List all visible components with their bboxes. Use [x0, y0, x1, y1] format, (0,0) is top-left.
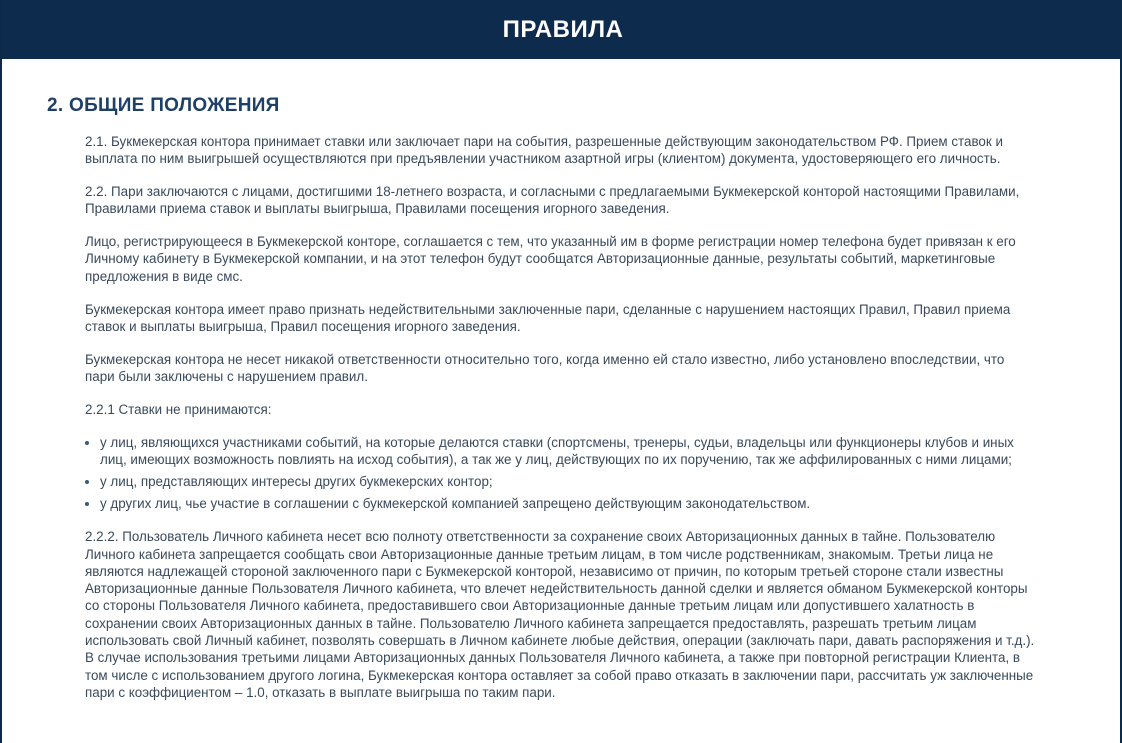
- section-heading: 2. ОБЩИЕ ПОЛОЖЕНИЯ: [47, 95, 280, 116]
- paragraph-2-2-1: 2.2.1 Ставки не принимаются:: [85, 401, 272, 417]
- restrictions-list: [85, 434, 1035, 513]
- paragraph-2-2: 2.2. Пари заключаются с лицами, достигшими 18-летнего возраста, и согласными с предлагаемыми Букмекерской конторой настоящими Правилами, Правилами приема ставок и выплаты выигрыша, Правилами посещения игорного заведения.: [85, 184, 1020, 217]
- paragraph-2-1: 2.1. Букмекерская контора принимает ставки или заключает пари на события, разрешенные действующим законодательством РФ. Прием ставок и выплата по ним выигрышей осуществляются при предъявлении участником азартной игры (клиентом) документа, удостоверяющего его личность.: [85, 134, 1003, 167]
- paragraph-liability: Букмекерская контора не несет никакой ответственности относительно того, когда именно ей стало известно, либо установлено впоследствии, что пари были заключены с нарушением правил.: [85, 351, 1005, 384]
- paragraph-invalid-bets: Букмекерская контора имеет право признать недействительными заключенные пари, сделанные с нарушением настоящих Правил, Правил приема ставок и выплаты выигрыша, Правил посещения игорного заведения.: [85, 301, 1011, 334]
- page-title: ПРАВИЛА: [502, 15, 624, 43]
- list-item: • у лиц, представляющих интересы других букмекерских контор;: [100, 473, 1035, 490]
- paragraph-2-2-2: 2.2.2. Пользователь Личного кабинета несет всю полноту ответственности за сохранение своих Авторизационных данных в тайне. Пользователю Личного кабинета запрещается сообщать свои Авторизационные данные третьим лицам, в том числе родственникам, знакомым. Третьи лица не являются надлежащей стороной заключенного пари с Букмекерской конторой, независимо от причин, по которым третьей стороне стали известны Авторизационные данные Пользователя Личного кабинета, что влечет недействительность данной сделки и является обманом Букмекерской конторы со стороны Пользователя Личного кабинета, предоставившего свои Авторизационные данные третьим лицам или допустившего халатность в сохранении своих Авторизационных данных в тайне. Пользователю Личного кабинета запрещается предоставлять, разрешать третьим лицам использовать свой Личный кабинет, позволять совершать в Личном кабинете любые действия, операции (заключать пари, давать распоряжения и т.д.). В случае использования третьими лицами Авторизационных данных Пользователя Личного кабинета, а также при повторной регистрации Клиента, в том числе с использованием другого логина, Букмекерская контора оставляет за собой право отказать в заключении пари, рассчитать уж заключенные пари с коэффициентом – 1.0, отказать в выплате выигрыша по таким пари.: [85, 529, 1035, 700]
- rules-content: [85, 133, 1035, 717]
- list-item: • у других лиц, чье участие в соглашении с букмекерской компанией запрещено действующим законодательством.: [100, 495, 1035, 512]
- list-item: • у лиц, являющихся участниками событий, на которые делаются ставки (спортсмены, тренеры, судьи, владельцы или функционеры клубов и иных лиц, имеющих возможность повлиять на исход события), а так же у лиц, действующих по их поручению, так же аффилированных с ними лицами;: [100, 434, 1035, 469]
- page-header: [2, 0, 1122, 59]
- paragraph-registration: Лицо, регистрирующееся в Букмекерской конторе, соглашается с тем, что указанный им в форме регистрации номер телефона будет привязан к его Личному кабинету в Букмекерской компании, и на этот телефон будут сообщатся Авторизационные данные, результаты событий, маркетинговые предложения в виде смс.: [85, 234, 1016, 284]
